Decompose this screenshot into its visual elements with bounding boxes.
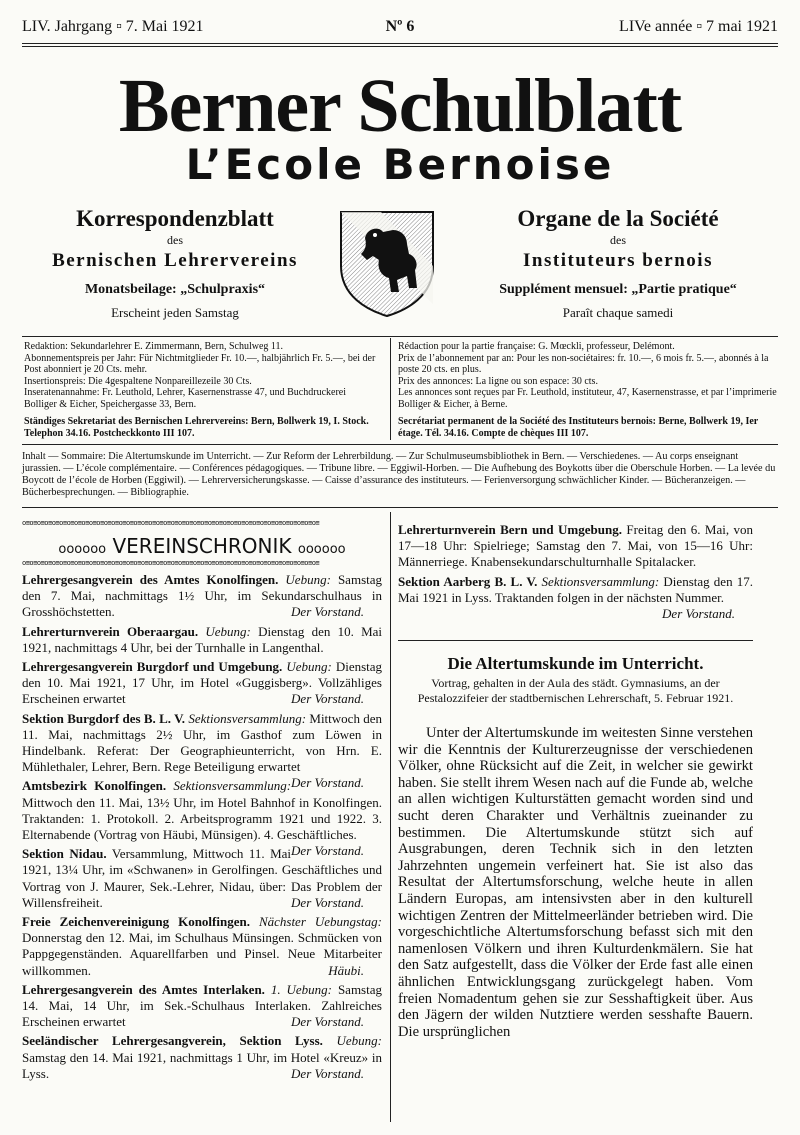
newspaper-subtitle: L’Ecole Bernoise xyxy=(185,140,615,189)
decorative-chain: o≡o≡o≡o≡o≡o≡o≡o≡o≡o≡o≡o≡o≡o≡o≡o≡o≡o≡o≡o≡o≡o≡o≡o≡o≡o≡o≡o≡o≡o≡o≡o≡o≡o≡o≡o≡o≡o≡o≡o≡ xyxy=(22,559,320,567)
chronik-entry: Lehrergesangverein des Amtes Interlaken. 1. Uebung: Samstag 14. Mai, 14 Uhr, im Sek.-Schulhaus Interlaken. Zahlreiches Erscheinen erwartet Der Vorstand. xyxy=(22,981,382,1030)
chronik-entry: Sektion Burgdorf des B. L. V. Sektionsversammlung: Mittwoch den 11. Mai, nachmittags 2½ Uhr, im Gasthof zum Löwen in Hindelbank. Referat: Der Geographieunterricht, von Hrn. E. Mühlethaler, Lehrer, Bern. Rege Beteiligung erwartet Der Vorstand. xyxy=(22,710,383,791)
vereinschronik-header xyxy=(22,519,382,567)
bear-crest-icon xyxy=(337,208,437,318)
right-issue-date: LIVe année ▫ 7 mai 1921 xyxy=(619,18,778,35)
info-prix: Prix de l’abonnement par an: Pour les non-sociétaires: fr. 10.—, 6 mois fr. 5.—, abonnés à la poste 20 cts. en plus. xyxy=(398,352,769,375)
chronik-entry: Sektion Nidau. Versammlung, Mittwoch 11. Mai 1921, 13¼ Uhr, im «Schwanen» in Gerolfingen. Geschäftliches und Vortrag von J. Maurer, Sek.-Lehrer, Nidau, über: Das Problem der Willensfreiheit. Der Vorstand. xyxy=(22,846,382,910)
right-masthead-block xyxy=(468,205,768,323)
divider xyxy=(22,444,778,445)
column-divider xyxy=(390,338,391,440)
column-divider xyxy=(390,512,391,1122)
decorative-chain: o≡o≡o≡o≡o≡o≡o≡o≡o≡o≡o≡o≡o≡o≡o≡o≡o≡o≡o≡o≡o≡o≡o≡o≡o≡o≡o≡o≡o≡o≡o≡o≡o≡o≡o≡o≡o≡o≡o≡o≡ xyxy=(22,519,320,527)
left-head-line1: Korrespondenzblatt xyxy=(76,206,274,231)
decorative-ornament: oooooo xyxy=(58,542,107,557)
left-head-line2: des xyxy=(167,233,183,247)
info-left xyxy=(24,341,379,439)
chronik-entry: Amtsbezirk Konolfingen. Sektionsversammlung: Mittwoch den 11. Mai, 13½ Uhr, im Hotel Bahnhof in Konolfingen. Traktanden: 1. Protokoll. 2. Arbeitsprogramm 1921 und 1922. 3. Elternabende (Vortrag von Häubi, Münsigen). 4. Geschäftliches. Der Vorstand. xyxy=(22,778,382,859)
chronik-entry: Lehrergesangverein des Amtes Konolfingen. Uebung: Samstag den 7. Mai, nachmittags 1½ Uhr, im Sekundarschulhaus in Grosshöchstetten. Der Vorstand. xyxy=(22,572,383,620)
info-inseraten: Inseratenannahme: Fr. Leuthold, Lehrer, Kasernenstrasse 47, und Buchdruckerei Bolliger & Eicher, Speichergasse 33, Bern. xyxy=(24,387,346,410)
info-sekretariat: Ständiges Sekretariat des Bernischen Lehrervereins: Bern, Bollwerk 19, I. Stock. Telephon 34.16. Postcheckkonto III 107. xyxy=(24,416,369,439)
article-paragraph: Unter der Altertumskunde im weitesten Sinne verstehen wir die Kenntnis der Kulturerzeugnisse der verschiedenen Völker, ohne Rücksicht auf die Zeit, in welcher sie gewirkt haben. Sie stellt ihrem Wesen nach auf die Funde ab, welche an allen wichtigen Kulturstätten gemacht worden sind und sucht deren Charakter und Verhältnis zueinander zu bestimmen. Die Altertumskunde stützt sich auf Ausgrabungen, deren Technik sich in den letzten Jahrzehnten ungemein verfeinert hat. Sie ist also das Resultat der Altertumsforschung, welche heute in allen Ländern Europas, am intensivsten aber in den kulturell wichtigen Zentren der Mittelmeerländer betrieben wird. Die vorgeschichtliche Altertumsforschung befasst sich mit den namenlosen Völkern und ihren Kulturdenkmälern. Sie hat den Satz aufgestellt, dass die Völker der Erde fast alle einen ähnlichen Entwicklungsgang zurückgelegt haben. Vom freien Nomadentum gehen sie zur Sesshaftigkeit über. Aus den Jägern der wilden Nutztiere werden sesshafte Bauern. Die ursprünglichen xyxy=(398,725,753,1040)
left-masthead-block xyxy=(25,205,325,323)
info-annonces: Prix des annonces: La ligne ou son espace: 30 cts. xyxy=(398,375,598,387)
left-head-line3: Bernischen Lehrervereins xyxy=(52,250,298,271)
info-insertion: Insertionspreis: Die 4gespaltene Nonpareillezeile 30 Cts. xyxy=(24,375,252,387)
article-subtitle: Vortrag, gehalten in der Aula des städt. Gymnasiums, an der Pestalozzifeier der stadtbernischen Lehrerschaft, 5. Februar 1921. xyxy=(417,676,734,705)
section-title: VEREINSCHRONIK xyxy=(112,534,292,558)
chronik-entry: Freie Zeichenvereinigung Konolfingen. Nächster Uebungstag: Donnerstag den 12. Mai, im Schulhaus Münsingen. Schmücken von Pappgegenständen. Aquarellfarben und Pinsel. Neue Mitarbeiter willkommen. Häubi. xyxy=(22,914,382,978)
decorative-ornament: oooooo xyxy=(297,542,346,557)
divider xyxy=(22,43,778,44)
left-issue-date: LIV. Jahrgang ▫ 7. Mai 1921 xyxy=(22,18,204,35)
chronik-entry: Sektion Aarberg B. L. V. Sektionsversammlung: Dienstag den 17. Mai 1921 in Lyss. Traktanden folgen in der nächsten Nummer. Der Vorstand. xyxy=(398,573,753,622)
chronik-entry: Lehrerturnverein Oberaargau. Uebung: Dienstag den 10. Mai 1921, nachmittags 4 Uhr, bei der Turnhalle in Langenthal. xyxy=(22,623,383,655)
issue-number: Nº 6 xyxy=(385,18,415,35)
article-body xyxy=(398,725,753,1040)
divider xyxy=(22,507,778,508)
right-head-line5: Paraît chaque samedi xyxy=(562,305,674,320)
right-head-line4: Supplément mensuel: „Partie pratique“ xyxy=(499,282,737,297)
masthead-topline xyxy=(22,18,778,42)
info-redaktion: Redaktion: Sekundarlehrer E. Zimmermann, Bern, Schulweg 11. xyxy=(24,341,284,352)
chronik-entry: Lehrergesangverein Burgdorf und Umgebung. Uebung: Dienstag den 10. Mai 1921, 17 Uhr, im Hotel «Guggisberg». Vollzähliges Erscheinen erwartet Der Vorstand. xyxy=(22,659,383,707)
info-redaction: Rédaction pour la partie française: G. Mœckli, professeur, Delémont. xyxy=(398,341,675,352)
divider xyxy=(22,336,778,337)
left-head-line4: Monatsbeilage: „Schulpraxis“ xyxy=(84,282,266,297)
vereinschronik-title xyxy=(22,535,382,561)
chronik-right-column xyxy=(398,522,753,622)
left-head-line5: Erscheint jeden Samstag xyxy=(111,305,239,320)
chronik-left-column xyxy=(22,572,382,1085)
right-head-line2: des xyxy=(610,233,626,247)
info-abonnement: Abonnementspreis per Jahr: Für Nichtmitglieder Fr. 10.—, halbjährlich Fr. 5.—, bei der Post abonniert je 20 Cts. mehr. xyxy=(24,352,376,375)
info-secretariat: Secrétariat permanent de la Société des Instituteurs bernois: Berne, Bollwerk 19, Ier étage. Tél. 34.16. Compte de chèques III 107. xyxy=(398,416,759,439)
chronik-entry: Lehrerturnverein Bern und Umgebung. Freitag den 6. Mai, von 17—18 Uhr: Spielriege; Samstag den 7. Mai, von 15—16 Uhr: Männerriege. Knabensekundarschulturnhalle Spitalacker. xyxy=(398,522,754,570)
right-head-line3: Instituteurs bernois xyxy=(523,250,713,271)
divider xyxy=(22,46,778,47)
newspaper-title: Berner Schulblatt xyxy=(118,64,682,148)
info-right xyxy=(398,341,778,439)
chronik-entry: Seeländischer Lehrergesangverein, Sektion Lyss. Uebung: Samstag den 14. Mai 1921, nachmittags 1 Uhr, im Hotel «Kreuz» in Lyss. Der Vorstand. xyxy=(22,1033,383,1081)
table-of-contents: Inhalt — Sommaire: Die Altertumskunde im Unterricht. — Zur Reform der Lehrerbildung. — Zur Schulmuseumsbibliothek in Bern. — Verschiedenes. — Au corps enseignant jurassien. — L’école complémentaire. — Conférences pédagogiques. — Tribune libre. — Eggiwil-Horben. — Die Aufhebung des Boykotts über die Oberschule Horben. — La levée du Boycott de l’école de Horben (Eggiwil). — Lehrerversicherungskasse. — Caisse d’assurance des instituteurs. — Ferienversorgung schwächlicher Kinder. — Bücheranzeigen. — Bücherbesprechungen. — Bibliographie. xyxy=(22,451,776,498)
right-head-line1: Organe de la Société xyxy=(517,206,719,231)
article-title: Die Altertumskunde im Unterricht. xyxy=(447,654,704,673)
info-recues: Les annonces sont reçues par Fr. Leuthold, instituteur, 47, Kasernenstrasse, et par l’imprimerie Bolliger & Eicher, à Berne. xyxy=(398,387,777,410)
divider xyxy=(398,640,753,641)
